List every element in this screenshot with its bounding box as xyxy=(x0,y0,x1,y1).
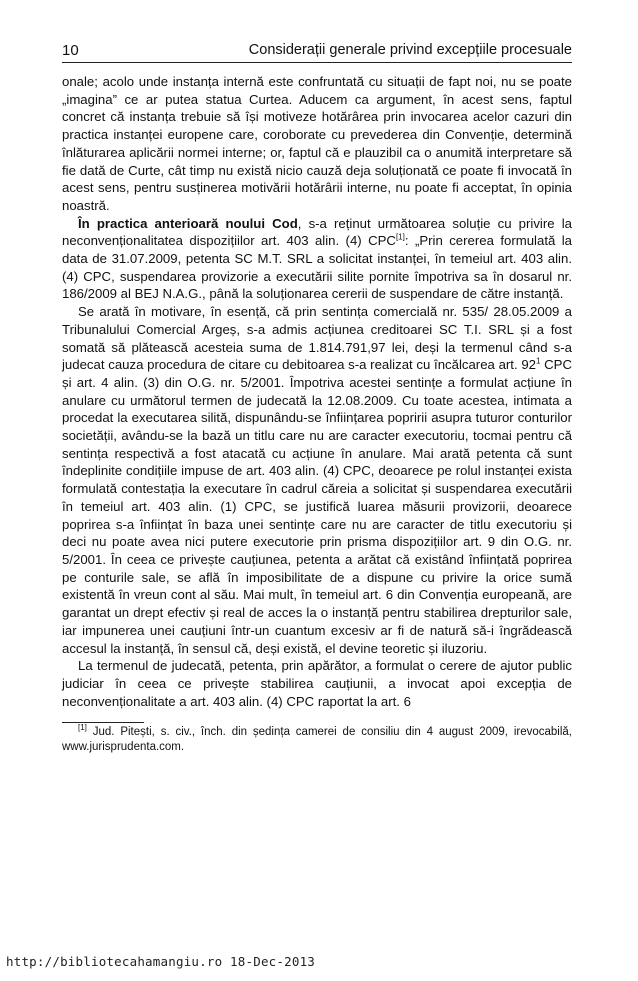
paragraph-2 xyxy=(62,215,572,304)
footnote-reference: [1] xyxy=(395,232,405,242)
footnote xyxy=(62,725,572,755)
page xyxy=(62,38,572,755)
paragraph-2-bold-lead: În practica anterioară noului Cod xyxy=(78,215,298,231)
footnote-separator xyxy=(62,722,144,723)
paragraph-2-text-a: , s-a reținut următoarea soluție cu privire la neconvenționalitatea dispozițiilor art. 403 alin. (4) CPC xyxy=(62,215,572,249)
page-number: 10 xyxy=(62,42,79,59)
paragraph-1 xyxy=(62,73,572,215)
footnote-marker: [1] xyxy=(78,723,87,733)
page-header xyxy=(62,38,572,63)
paragraph-4 xyxy=(62,657,572,710)
source-footer: http://bibliotecahamangiu.ro 18-Dec-2013 xyxy=(6,954,316,969)
paragraph-3-text-b: CPC și art. 4 alin. (3) din O.G. nr. 5/2001. Împotriva acestei sentințe a formulat acțiune în anulare cu următorul termen de judecată la 12.08.2009. Cu toate acestea, intimata a procedat la executarea silită, dispunându-se înființarea popririi asupra tuturor conturilor societății, avându-se la bază un titlu care nu are caracter executoriu, tocmai pentru că sentința respectivă a fost atacată cu acțiune în anulare. Mai arată petenta că sunt îndeplinite condițiile impuse de art. 403 alin. (4) CPC, deoarece pe rolul instanței exista formulată contestația la executare în cadrul căreia a solicitat și suspendarea executării în temeiul art. 403 alin. (1) CPC, se justifică luarea măsurii provizorii, deoarece poprirea s-a înființat în baza unei sentințe care nu are caracter de titlu executoriu și deci nu poate avea nici putere executorie prin prisma dispozițiilor art. 9 din O.G. nr. 5/2001. În ceea ce privește cauțiunea, petenta a arătat că existând înființată poprirea pe conturile sale, se află în imposibilitate de a dispune cu privire la orice sumă existentă în vreun cont al său. Mai mult, în temeiul art. 6 din Convenția europeană, are garantat un drept efectiv și real de acces la o instanță pentru stabilirea drepturilor sale, iar impunerea unei cauțiuni într-un cuantum excesiv ar fi de natură să-i îngrădească accesul la instanță, în sensul că, deși există, el devine teoretic și iluzoriu. xyxy=(62,357,572,656)
paragraph-3 xyxy=(62,303,572,657)
paragraph-3-text-a: Se arată în motivare, în esență, că prin sentința comercială nr. 535/ 28.05.2009 a Tribunalului Comercial Argeș, s-a admis acțiunea creditoarei SC T.I. SRL și a fost somată să plătească acesteia suma de 1.814.791,97 lei, deși la termenul când s-a judecat cauza procedura de citare cu debitoarea s-a realizat cu încălcarea art. 92 xyxy=(62,304,572,373)
paragraph-2-text-b: : „Prin cererea formulată la data de 31.07.2009, petenta SC M.T. SRL a solicitat instanței, în temeiul art. 403 alin. (4) CPC, suspendarea provizorie a executării silite pornite împotriva sa în dosarul nr. 186/2009 al BEJ N.A.G., până la soluționarea cererii de suspendare de către instanță. xyxy=(62,233,572,302)
running-title: Considerații generale privind excepțiile procesuale xyxy=(248,42,572,58)
footnote-text: Jud. Pitești, s. civ., înch. din ședința camerei de consiliu din 4 august 2009, irevocabilă, www.jurisprudenta.com. xyxy=(62,726,572,754)
body-text xyxy=(62,73,572,755)
article-superscript: 1 xyxy=(536,356,541,366)
paragraph-1-text: onale; acolo unde instanța internă este confruntată cu situații de fapt noi, nu se poate „imagina” ce ar putea statua Curtea. Aducem ca argument, în acest sens, faptul concret că instanța trebuie să își motiveze hotărârea prin invocarea acelor cazuri din practica instanței europene care, coroborate cu prevederea din Convenție, determină înlăturarea aplicării normei interne; or, faptul că e plauzibil ca o anumită interpretare să fie dată de Curte, cât timp nu există nicio cauză deja soluționată ce poate fi invocată în acest sens, pentru susținerea motivării hotărârii interne, nu poate fi acceptat, în opinia noastră. xyxy=(62,74,572,213)
paragraph-4-text: La termenul de judecată, petenta, prin apărător, a formulat o cerere de ajutor public judiciar în ceea ce privește stabilirea cauțiunii, a invocat apoi excepția de neconvenționalitate a art. 403 alin. (4) CPC raportat la art. 6 xyxy=(62,658,572,709)
